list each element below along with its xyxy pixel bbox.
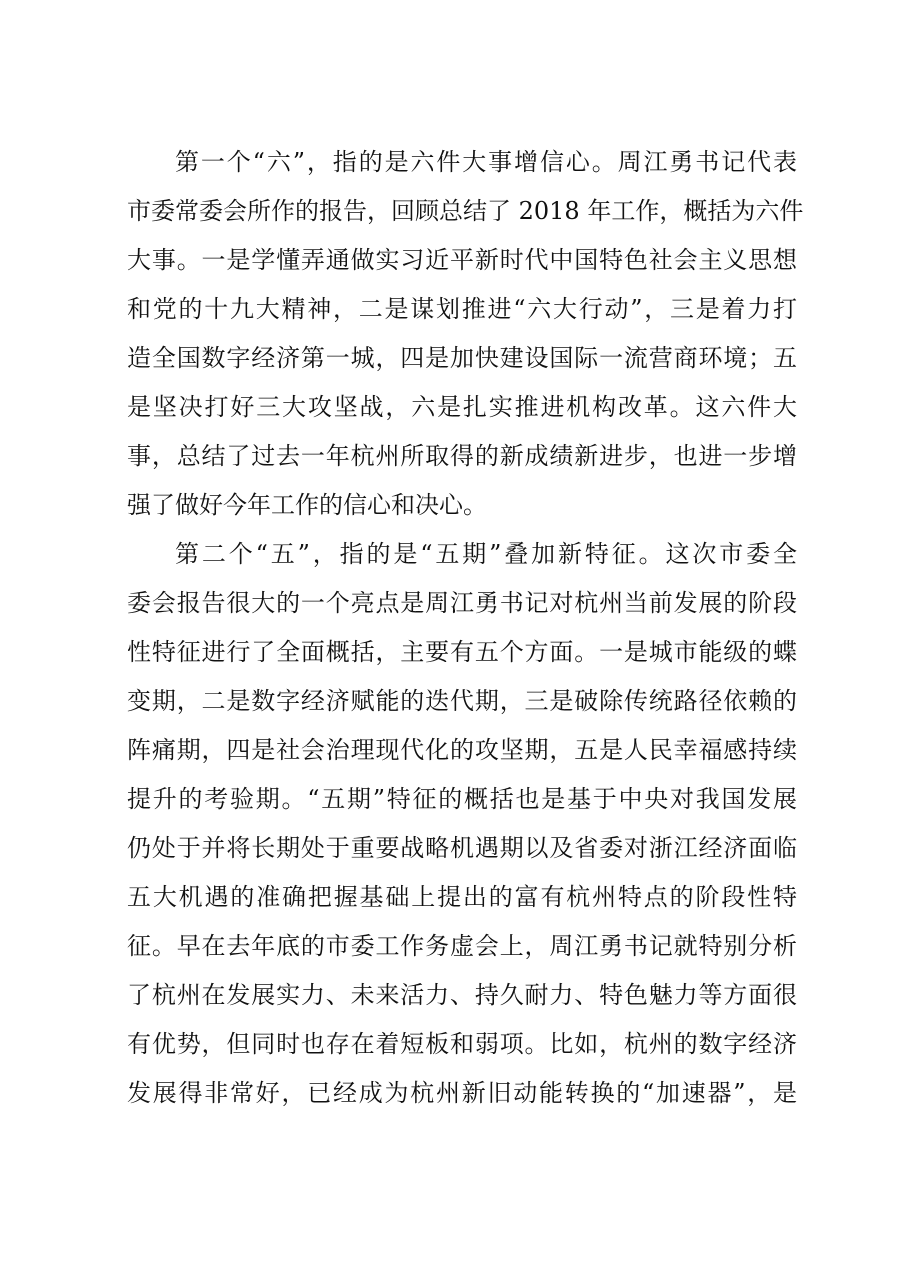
paragraph-2-line-5: 阵痛期，四是社会治理现代化的攻坚期，五是人民幸福感持续: [127, 736, 797, 764]
paragraph-2-line-1: 第二个“五”，指的是“五期”叠加新特征。这次市委全: [175, 540, 797, 568]
paragraph-2-line-11: 有优势，但同时也存在着短板和弱项。比如，杭州的数字经济: [127, 1030, 797, 1058]
paragraph-2-line-6: 提升的考验期。“五期”特征的概括也是基于中央对我国发展: [127, 785, 797, 813]
paragraph-2-line-4: 变期，二是数字经济赋能的迭代期，三是破除传统路径依赖的: [127, 687, 797, 715]
paragraph-2-line-3: 性特征进行了全面概括，主要有五个方面。一是城市能级的蝶: [127, 638, 797, 666]
paragraph-1-line-5: 造全国数字经济第一城，四是加快建设国际一流营商环境；五: [127, 344, 797, 372]
paragraph-2-line-12: 发展得非常好，已经成为杭州新旧动能转换的“加速器”，是: [127, 1079, 797, 1107]
paragraph-2-line-8: 五大机遇的准确把握基础上提出的富有杭州特点的阶段性特: [127, 883, 797, 911]
paragraph-1-line-7: 事，总结了过去一年杭州所取得的新成绩新进步，也进一步增: [127, 442, 797, 470]
paragraph-1-line-6: 是坚决打好三大攻坚战，六是扎实推进机构改革。这六件大: [127, 393, 797, 421]
paragraph-2-line-10: 了杭州在发展实力、未来活力、持久耐力、特色魅力等方面很: [127, 981, 797, 1009]
paragraph-1-line-8: 强了做好今年工作的信心和决心。: [127, 491, 487, 519]
paragraph-1-line-1: 第一个“六”，指的是六件大事增信心。周江勇书记代表: [175, 148, 797, 176]
paragraph-1-line-3: 大事。一是学懂弄通做实习近平新时代中国特色社会主义思想: [127, 246, 797, 274]
paragraph-2-line-9: 征。早在去年底的市委工作务虚会上，周江勇书记就特别分析: [127, 932, 797, 960]
paragraph-1-line-4: 和党的十九大精神，二是谋划推进“六大行动”，三是着力打: [127, 295, 797, 323]
paragraph-2-line-7: 仍处于并将长期处于重要战略机遇期以及省委对浙江经济面临: [127, 834, 797, 862]
paragraph-2-line-2: 委会报告很大的一个亮点是周江勇书记对杭州当前发展的阶段: [127, 589, 797, 617]
paragraph-1-line-2: 市委常委会所作的报告，回顾总结了 2018 年工作，概括为六件: [127, 197, 804, 225]
